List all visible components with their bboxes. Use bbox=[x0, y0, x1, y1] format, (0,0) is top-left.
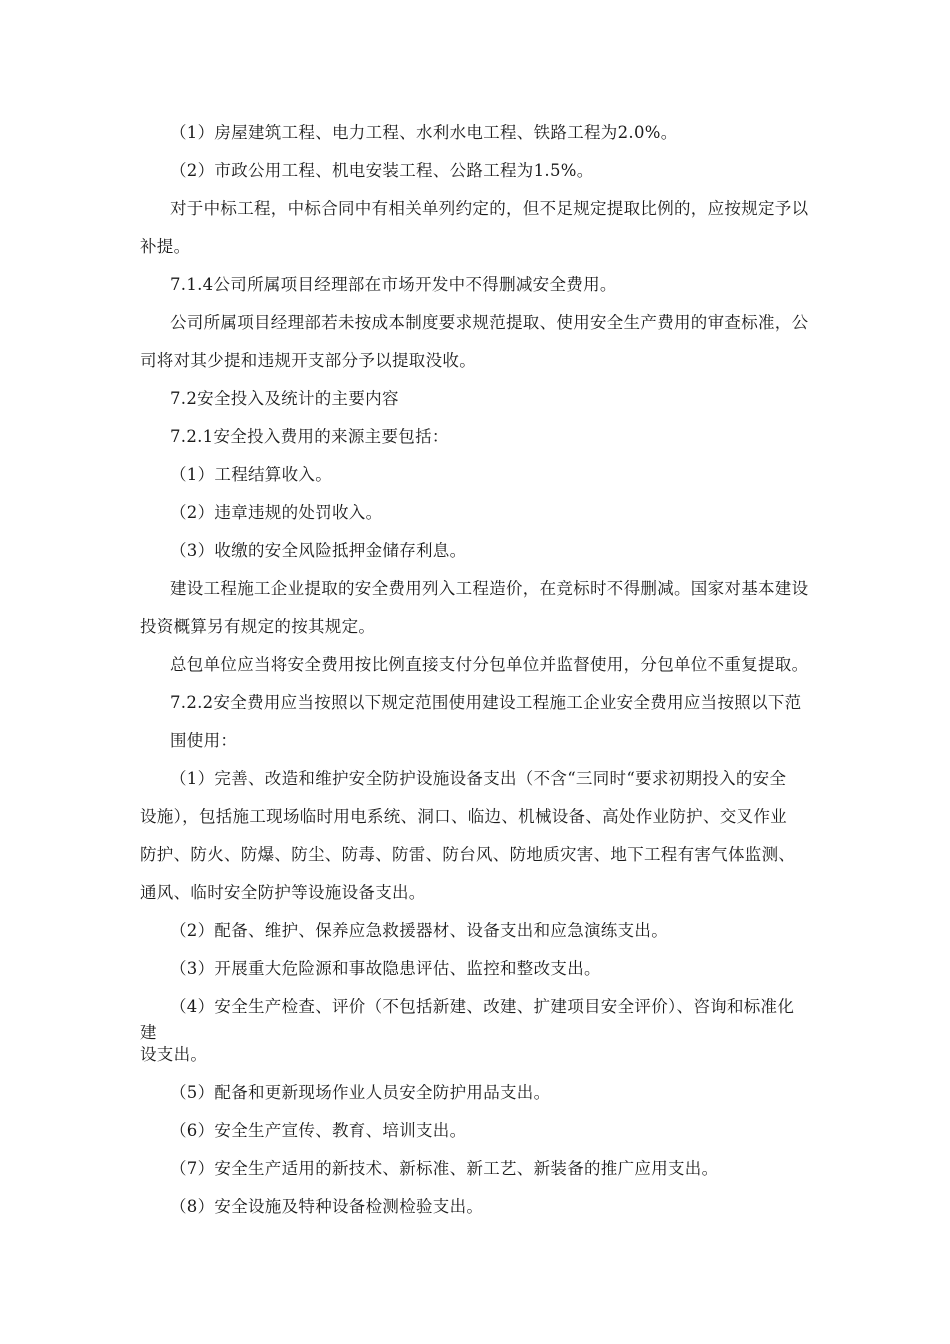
text-line: （1）完善、改造和维护安全防护设施设备支出（不含“三同时“要求初期投入的安全 bbox=[170, 769, 787, 788]
text-line: （2）配备、维护、保养应急救援器材、设备支出和应急演练支出。 bbox=[170, 921, 668, 940]
text-line: 投资概算另有规定的按其规定。 bbox=[140, 617, 376, 636]
text-line: 7.1.4公司所属项目经理部在市场开发中不得删减安全费用。 bbox=[170, 275, 617, 294]
text-line: （1）工程结算收入。 bbox=[170, 465, 332, 484]
text-line: （1）房屋建筑工程、电力工程、水利水电工程、铁路工程为2.0%。 bbox=[170, 123, 678, 142]
text-line: （6）安全生产宣传、教育、培训支出。 bbox=[170, 1121, 467, 1140]
text-line: 防护、防火、防爆、防尘、防毒、防雷、防台风、防地质灾害、地下工程有害气体监测、 bbox=[140, 845, 796, 864]
text-line: （2）违章违规的处罚收入。 bbox=[170, 503, 383, 522]
text-line: 司将对其少提和违规开支部分予以提取没收。 bbox=[140, 351, 476, 370]
text-line: （2）市政公用工程、机电安装工程、公路工程为1.5%。 bbox=[170, 161, 594, 180]
text-line: 补提。 bbox=[140, 237, 191, 256]
text-line: 总包单位应当将安全费用按比例直接支付分包单位并监督使用，分包单位不重复提取。 bbox=[170, 655, 809, 674]
section-heading: 7.2安全投入及统计的主要内容 bbox=[170, 389, 399, 408]
text-line: （4）安全生产检查、评价（不包括新建、改建、扩建项目安全评价）、咨询和标准化 bbox=[170, 997, 795, 1016]
text-line: （3）收缴的安全风险抵押金储存利息。 bbox=[170, 541, 467, 560]
text-line: （5）配备和更新现场作业人员安全防护用品支出。 bbox=[170, 1083, 551, 1102]
text-line: 公司所属项目经理部若未按成本制度要求规范提取、使用安全生产费用的审查标准，公 bbox=[170, 313, 809, 332]
text-line: 建设工程施工企业提取的安全费用列入工程造价，在竞标时不得删减。国家对基本建设 bbox=[170, 579, 809, 598]
text-line: 对于中标工程，中标合同中有相关单列约定的，但不足规定提取比例的，应按规定予以 bbox=[170, 199, 809, 218]
text-line: （7）安全生产适用的新技术、新标准、新工艺、新装备的推广应用支出。 bbox=[170, 1159, 719, 1178]
subsection-heading: 7.2.2安全费用应当按照以下规定范围使用建设工程施工企业安全费用应当按照以下范 bbox=[170, 693, 802, 712]
subsection-heading: 7.2.1安全投入费用的来源主要包括： bbox=[170, 427, 449, 446]
text-line: 设支出。 bbox=[140, 1045, 208, 1064]
text-line: （3）开展重大危险源和事故隐患评估、监控和整改支出。 bbox=[170, 959, 601, 978]
text-line: 建 bbox=[140, 1023, 157, 1042]
text-line: 设施），包括施工现场临时用电系统、洞口、临边、机械设备、高处作业防护、交叉作业 bbox=[140, 807, 787, 826]
text-line: 围使用： bbox=[170, 731, 238, 750]
text-line: 通风、临时安全防护等设施设备支出。 bbox=[140, 883, 426, 902]
text-line: （8）安全设施及特种设备检测检验支出。 bbox=[170, 1197, 484, 1216]
